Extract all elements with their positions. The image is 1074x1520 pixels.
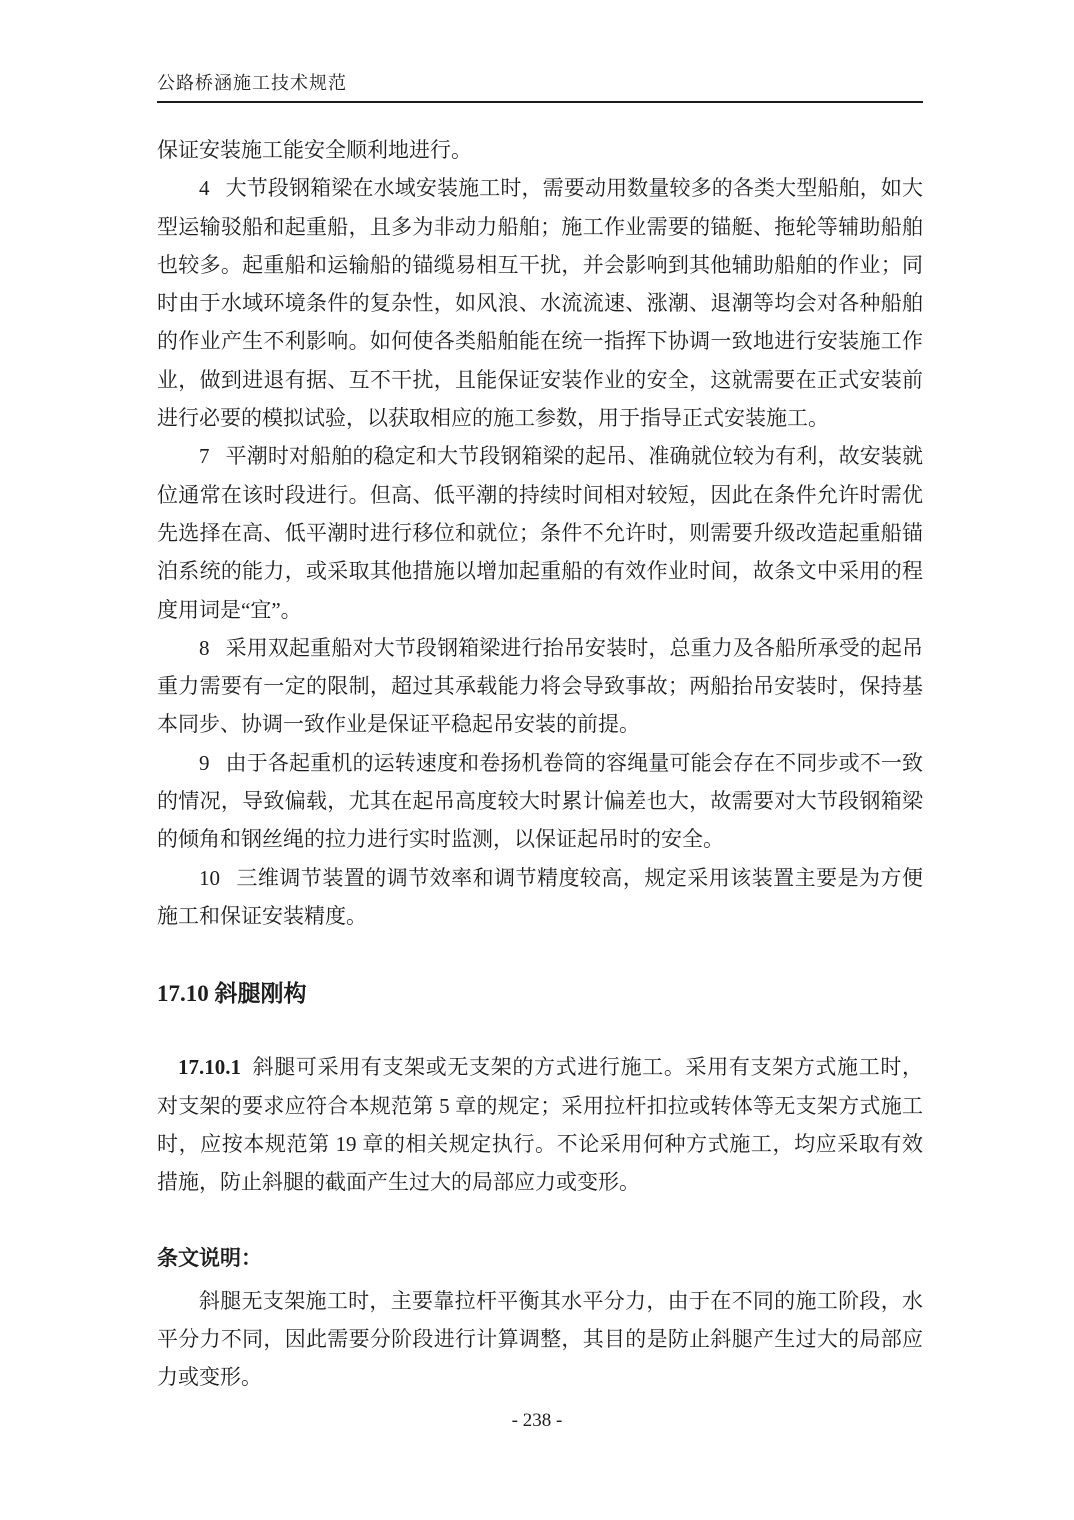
clause-paragraph — [157, 1048, 923, 1201]
item-text: 三维调节装置的调节效率和调节精度较高，规定采用该装置主要是为方便施工和保证安装精度。 — [157, 865, 923, 928]
clause-number: 17.10.1 — [178, 1055, 241, 1080]
item-number: 9 — [199, 750, 210, 775]
numbered-paragraph-4 — [157, 169, 923, 437]
item-text: 由于各起重机的运转速度和卷扬机卷筒的容绳量可能会存在不同步或不一致的情况，导致偏载，尤其在起吊高度较大时累计偏差也大，故需要对大节段钢箱梁的倾角和钢丝绳的拉力进行实时监测，以保证起吊时的安全。 — [157, 750, 923, 852]
item-number: 7 — [199, 444, 210, 469]
section-heading: 17.10 斜腿刚构 — [157, 981, 307, 1007]
notes-paragraph: 斜腿无支架施工时，主要靠拉杆平衡其水平分力，由于在不同的施工阶段，水平分力不同，因此需要分阶段进行计算调整，其目的是防止斜腿产生过大的局部应力或变形。 — [157, 1288, 923, 1390]
header-rule — [157, 101, 923, 103]
numbered-paragraph-8 — [157, 629, 923, 744]
item-number: 4 — [199, 176, 210, 201]
item-text: 采用双起重船对大节段钢箱梁进行抬吊安装时，总重力及各船所承受的起吊重力需要有一定的限制，超过其承载能力将会导致事故；两船抬吊安装时，保持基本同步、协调一致作业是保证平稳起吊安装的前提。 — [157, 635, 923, 737]
numbered-paragraph-7 — [157, 437, 923, 628]
header-title: 公路桥涵施工技术规范 — [157, 73, 347, 93]
paragraph-intro: 保证安装施工能安全顺利地进行。 — [157, 138, 472, 162]
item-number: 10 — [199, 865, 220, 890]
numbered-paragraph-9 — [157, 744, 923, 859]
page-number: - 238 - — [511, 1410, 563, 1431]
item-text: 大节段钢箱梁在水域安装施工时，需要动用数量较多的各类大型船舶，如大型运输驳船和起重船，且多为非动力船舶；施工作业需要的锚艇、拖轮等辅助船舶也较多。起重船和运输船的锚缆易相互干扰，并会影响到其他辅助船舶的作业；同时由于水域环境条件的复杂性，如风浪、水流流速、涨潮、退潮等均会对各种船舶的作业产生不利影响。如何使各类船舶能在统一指挥下协调一致地进行安装施工作业，做到进退有据、互不干扰，且能保证安装作业的安全，这就需要在正式安装前进行必要的模拟试验，以获取相应的施工参数，用于指导正式安装施工。 — [157, 176, 923, 431]
item-number: 8 — [199, 635, 210, 660]
item-text: 平潮时对船舶的稳定和大节段钢箱梁的起吊、准确就位较为有利，故安装就位通常在该时段进行。但高、低平潮的持续时间相对较短，因此在条件允许时需优先选择在高、低平潮时进行移位和就位；条件不允许时，则需要升级改造起重船锚泊系统的能力，或采取其他措施以增加起重船的有效作业时间，故条文中采用的程度用词是“宜”。 — [157, 444, 923, 622]
page-header — [157, 0, 923, 103]
clause-text: 斜腿可采用有支架或无支架的方式进行施工。采用有支架方式施工时，对支架的要求应符合本规范第 5 章的规定；采用拉杆扣拉或转体等无支架方式施工时，应按本规范第 19 章的相关规定执行。不论采用何种方式施工，均应采取有效措施，防止斜腿的截面产生过大的局部应力或变形。 — [157, 1055, 923, 1195]
page-content — [157, 0, 923, 1397]
notes-label: 条文说明： — [157, 1246, 262, 1271]
numbered-paragraph-10 — [157, 859, 923, 936]
